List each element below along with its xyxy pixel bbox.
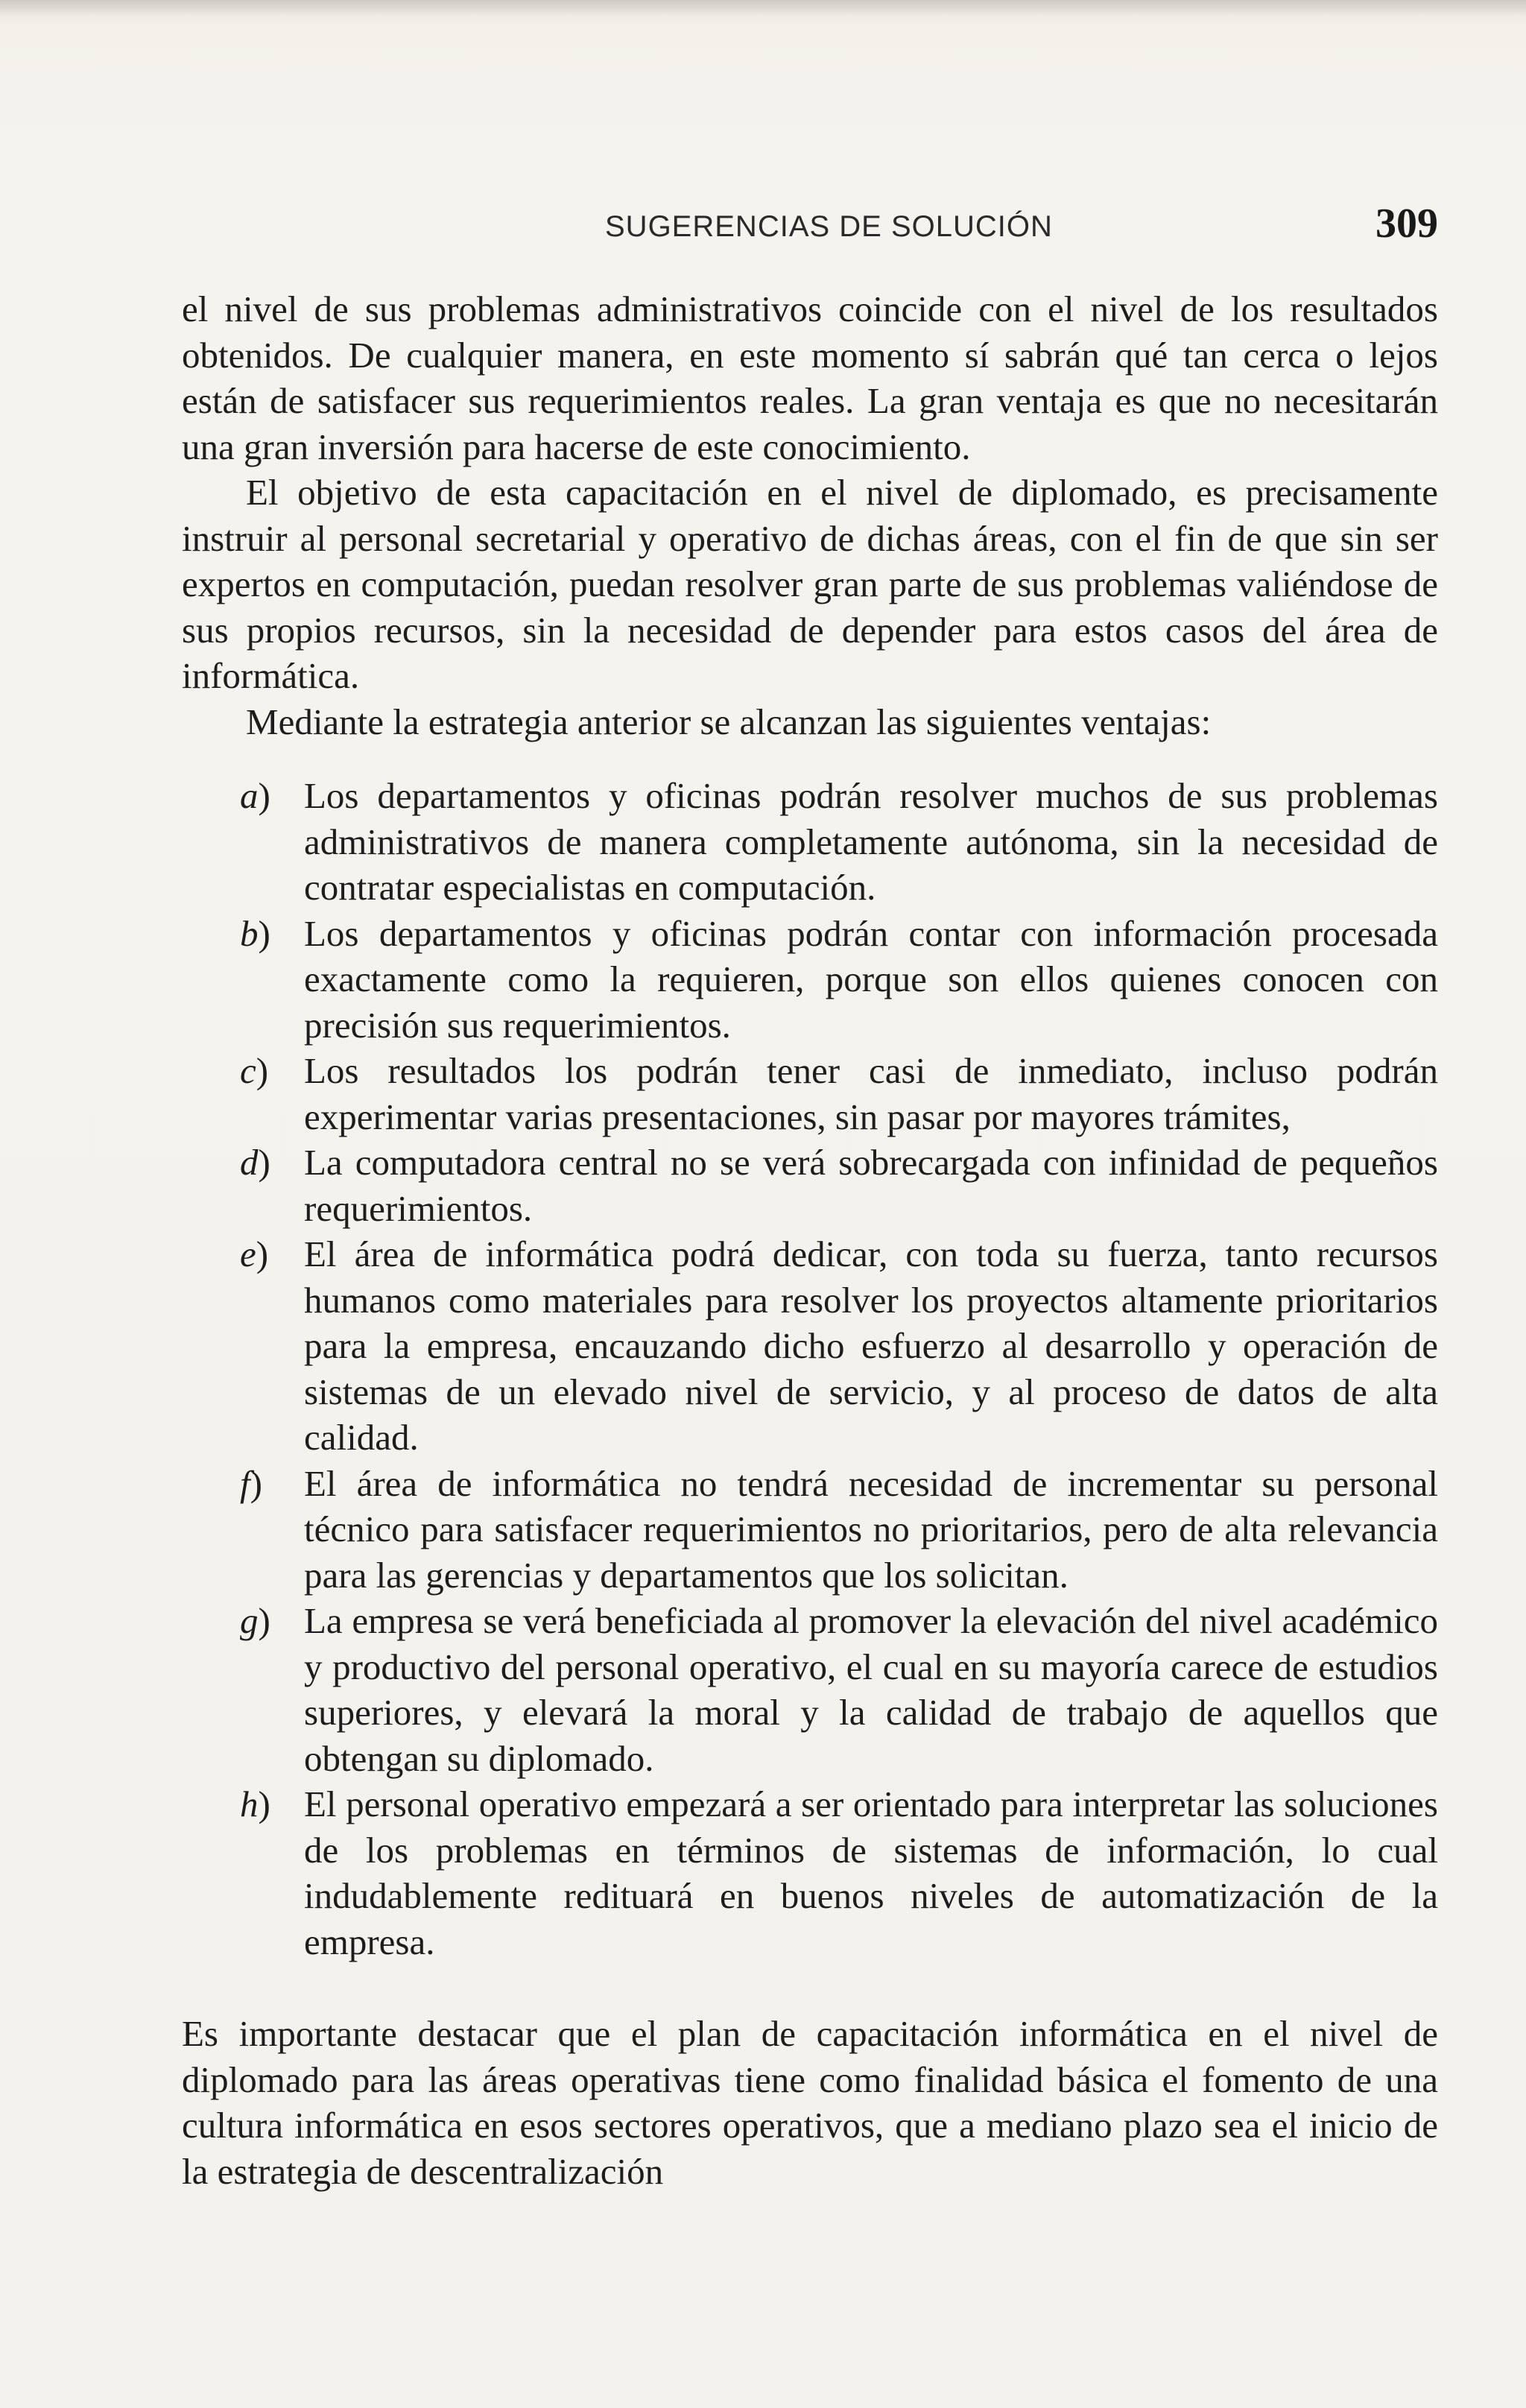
list-item-text: Los departamentos y oficinas podrán resolver muchos de sus problemas administrativos de manera completamente autónoma, sin la necesidad de contratar especialistas en computación.: [304, 775, 1438, 908]
list-item-text: Los resultados los podrán tener casi de inmediato, incluso podrán experimentar varias presentaciones, sin pasar por mayores trámites,: [304, 1050, 1438, 1137]
list-item-text: El área de informática podrá dedicar, con toda su fuerza, tanto recursos humanos como materiales para resolver los proyectos altamente prioritarios para la empresa, encauzando dicho esfuerzo al desarrollo y operación de sistemas de un elevado nivel de servicio, y al proceso de datos de alta calidad.: [304, 1233, 1438, 1458]
list-item: [182, 911, 1438, 1049]
list-item: [182, 1048, 1438, 1140]
list-marker: b): [240, 912, 270, 954]
paragraph-continuation: el nivel de sus problemas administrativos coincide con el nivel de los resultados obtenidos. De cualquier manera, en este momento sí sabrán qué tan cerca o lejos están de satisfacer sus requerimientos reales. La gran ventaja es que no necesitarán una gran inversión para hacerse de este conocimiento.: [182, 288, 1438, 467]
list-item-text: El personal operativo empezará a ser orientado para interpretar las soluciones de los problemas en términos de sistemas de información, lo cual indudablemente redituará en buenos niveles de automatización de la empresa.: [304, 1783, 1438, 1962]
list-item-text: La empresa se verá beneficiada al promover la elevación del nivel académico y productivo del personal operativo, el cual en su mayoría carece de estudios superiores, y elevará la moral y la calidad de trabajo de aquellos que obtengan su diplomado.: [304, 1600, 1438, 1779]
list-item-text: Los departamentos y oficinas podrán contar con información procesada exactamente como la requieren, porque son ellos quienes conocen con precisión sus requerimientos.: [304, 912, 1438, 1046]
list-item: [182, 1598, 1438, 1781]
paragraph-conclusion: Es importante destacar que el plan de capacitación informática en el nivel de diplomado para las áreas operativas tiene como finalidad básica el fomento de una cultura informática en esos sectores operativos, que a mediano plazo sea el inicio de la estrategia de descentralización: [182, 2013, 1438, 2192]
page-number: 309: [1375, 200, 1438, 247]
list-marker: h): [240, 1783, 270, 1824]
list-marker: e): [240, 1233, 269, 1274]
paragraph-advantages-intro: Mediante la estrategia anterior se alcanzan las siguientes ventajas:: [246, 701, 1212, 742]
list-item-text: La computadora central no se verá sobrecargada con infinidad de pequeños requerimientos.: [304, 1142, 1438, 1229]
body-text: [182, 286, 1438, 2194]
list-item: [182, 1781, 1438, 1965]
section-gap: [182, 1965, 1438, 2011]
list-marker: f): [240, 1462, 262, 1504]
list-item: [182, 1231, 1438, 1461]
paragraph-objective: El objetivo de esta capacitación en el nivel de diplomado, es precisamente instruir al personal secretarial y operativo de dichas áreas, con el fin de que sin ser expertos en computación, puedan resolver gran parte de sus problemas valiéndose de sus propios recursos, sin la necesidad de depender para estos casos del área de informática.: [182, 472, 1438, 696]
list-marker: c): [240, 1050, 269, 1091]
scan-edge-shadow: [0, 0, 1526, 16]
list-marker: d): [240, 1142, 270, 1183]
list-marker: a): [240, 775, 270, 816]
list-item: [182, 1140, 1438, 1231]
list-item: [182, 1461, 1438, 1599]
list-marker: g): [240, 1600, 270, 1641]
list-item-text: El área de informática no tendrá necesidad de incrementar su personal técnico para satisfacer requerimientos no prioritarios, pero de alta relevancia para las gerencias y departamentos que los solicitan.: [304, 1462, 1438, 1596]
running-head: SUGERENCIAS DE SOLUCIÓN: [605, 210, 1053, 243]
list-item: [182, 773, 1438, 911]
advantages-list: [182, 773, 1438, 1965]
